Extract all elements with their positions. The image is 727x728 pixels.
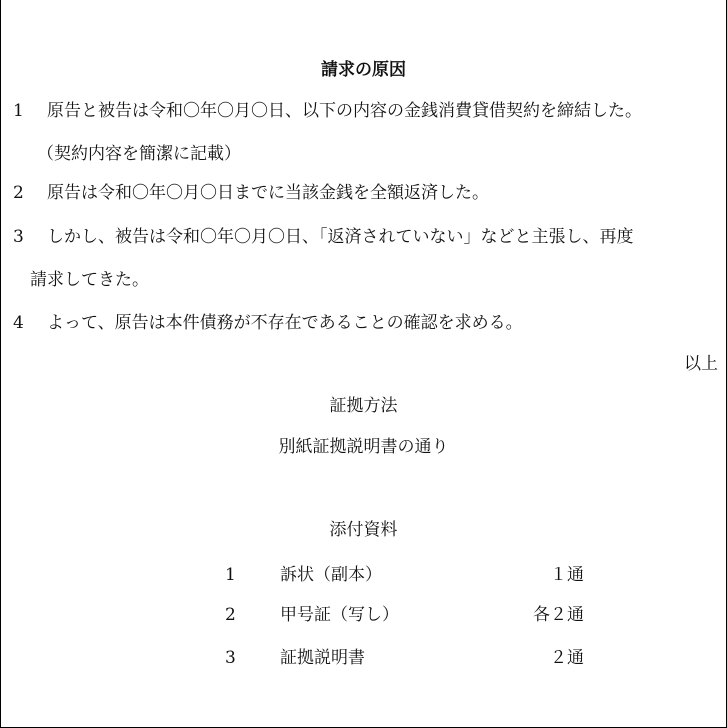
attachment-name: 証拠説明書 [280,648,365,668]
item-number: 4 [13,313,24,333]
item-text: 原告と被告は令和〇年〇月〇日、以下の内容の金銭消費貸借契約を締結した。 [47,101,642,121]
attachment-name: 甲号証（写し） [280,605,399,625]
item-text: よって、原告は本件債務が不存在であることの確認を求める。 [47,313,523,333]
item-number: 1 [13,101,24,121]
item-text: しかし、被告は令和〇年〇月〇日、「返済されていない」などと主張し、再度 [47,227,634,247]
item-text: 原告は令和〇年〇月〇日までに当該金銭を全額返済した。 [47,183,489,203]
claim-item-1-note [37,146,241,163]
claim-item-4 [13,315,523,332]
claim-item-3-continued [30,272,149,289]
claim-item-2 [13,185,489,202]
attachment-number: 3 [225,648,236,668]
claim-item-1 [13,103,642,120]
evidence-title: 証拠方法 [329,396,398,416]
evidence-text: 別紙証拠説明書の通り [278,437,449,457]
attachments-title: 添付資料 [329,520,398,540]
section-heading: 請求の原因 [321,60,406,80]
attachment-count: １通 [550,565,584,585]
attachment-number: 1 [225,565,236,585]
attachment-number: 2 [225,605,236,625]
attachment-count: ２通 [550,648,584,668]
item-number: 2 [13,183,24,203]
item-text: （契約内容を簡潔に記載） [37,144,241,164]
attachment-name: 訴状（副本） [280,565,382,585]
claim-item-3 [13,229,634,246]
attachment-count: 各２通 [533,605,584,625]
item-number: 3 [13,227,24,247]
item-text: 請求してきた。 [30,270,149,290]
closing-text: 以上 [684,354,718,374]
